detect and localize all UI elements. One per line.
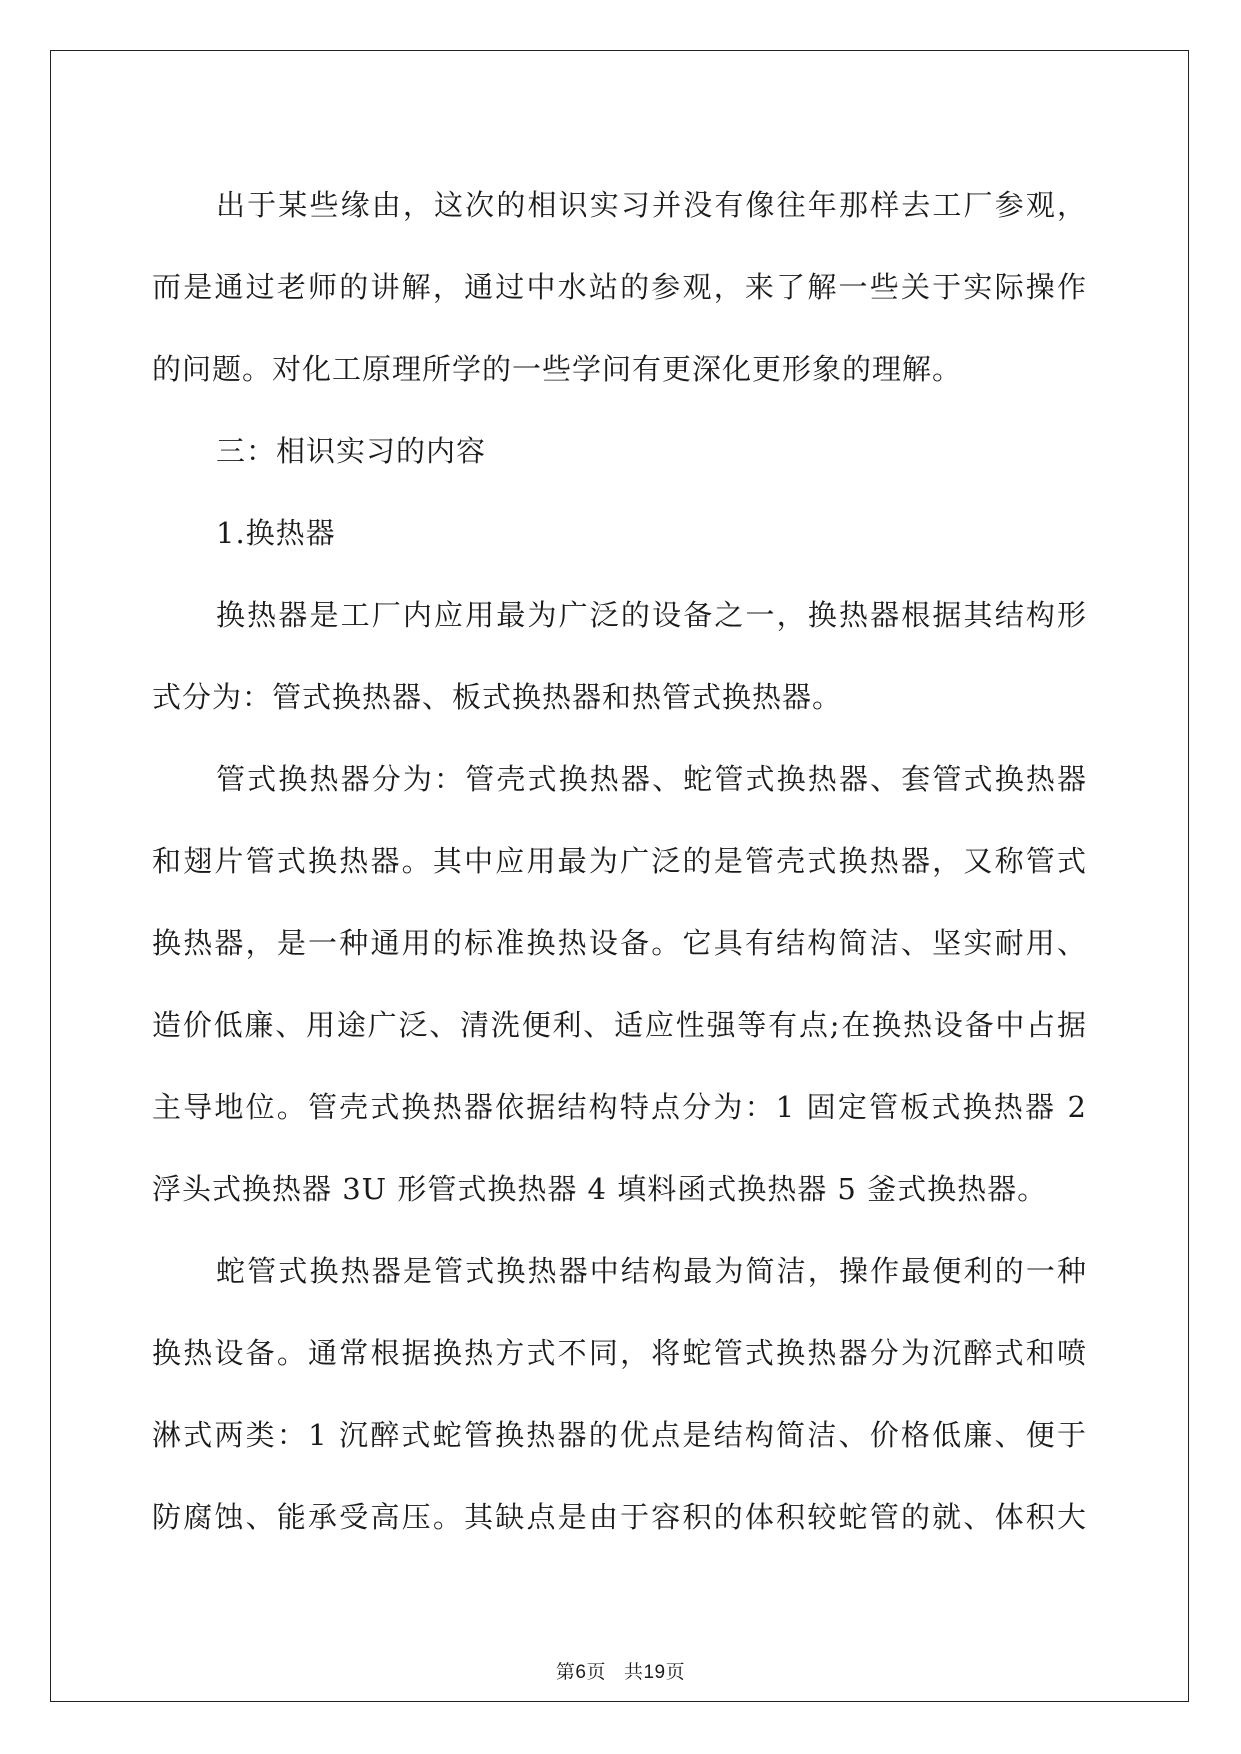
text-line: 淋式两类：1 沉醉式蛇管换热器的优点是结构简洁、价格低廉、便于 [152,1418,1087,1452]
text-line: 主导地位。管壳式换热器依据结构特点分为：1 固定管板式换热器 2 [152,1090,1087,1124]
page-prefix: 第 [555,1661,576,1683]
page-number: 6 [575,1662,587,1683]
total-pages: 19 [643,1662,666,1683]
text-line: 和翅片管式换热器。其中应用最为广泛的是管壳式换热器，又称管式 [152,844,1087,878]
text-line: 防腐蚀、能承受高压。其缺点是由于容积的体积较蛇管的就、体积大 [152,1500,1087,1534]
section-heading: 三：相识实习的内容 [216,434,487,468]
document-body [152,164,1087,1558]
text-line: 出于某些缘由，这次的相识实习并没有像往年那样去工厂参观， [216,188,1087,222]
subsection-heading: 1.换热器 [216,516,336,550]
total-prefix: 共 [623,1661,644,1683]
text-line: 换热设备。通常根据换热方式不同，将蛇管式换热器分为沉醉式和喷 [152,1336,1087,1370]
text-line: 蛇管式换热器是管式换热器中结构最为简洁，操作最便利的一种 [216,1254,1087,1288]
page-suffix: 页 [586,1661,606,1683]
text-line: 换热器是工厂内应用最为广泛的设备之一，换热器根据其结构形 [216,598,1087,632]
text-line: 管式换热器分为：管壳式换热器、蛇管式换热器、套管式换热器 [216,762,1087,796]
text-line: 式分为：管式换热器、板式换热器和热管式换热器。 [152,680,843,714]
text-line: 造价低廉、用途广泛、清洗便利、适应性强等有点;在换热设备中占据 [152,1008,1087,1042]
text-line: 浮头式换热器 3U 形管式换热器 4 填料函式换热器 5 釜式换热器。 [152,1172,1048,1206]
total-suffix: 页 [665,1661,686,1683]
text-line: 而是通过老师的讲解，通过中水站的参观，来了解一些关于实际操作 [152,270,1087,304]
text-line: 换热器，是一种通用的标准换热设备。它具有结构简洁、坚实耐用、 [152,926,1087,960]
text-line: 的问题。对化工原理所学的一些学问有更深化更形象的理解。 [152,352,963,386]
page-footer [0,1660,1241,1685]
